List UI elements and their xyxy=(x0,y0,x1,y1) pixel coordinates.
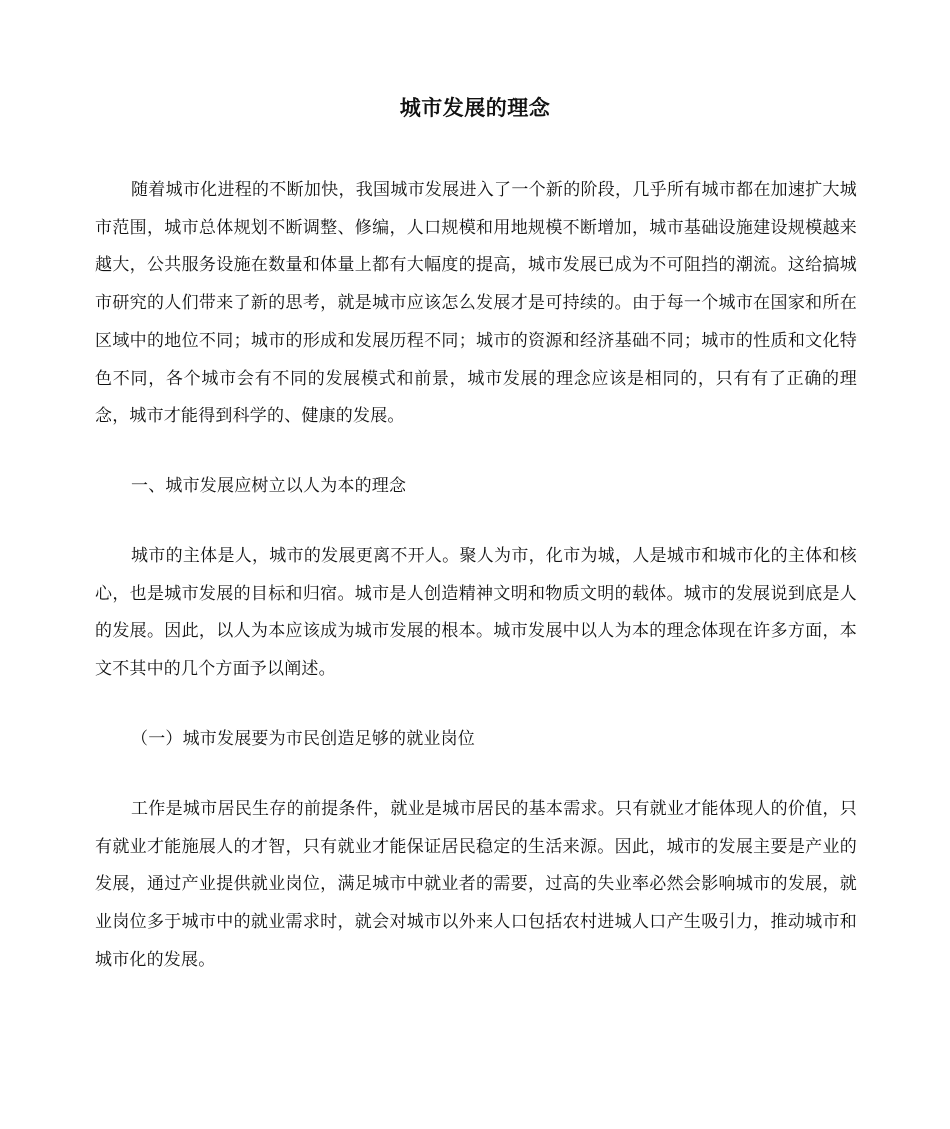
subsection-heading: （一）城市发展要为市民创造足够的就业岗位 xyxy=(131,729,475,749)
section-paragraph: 城市的主体是人，城市的发展更离不开人。聚人为市，化市为城，人是城市和城市化的主体和核心，也是城市发展的目标和归宿。城市是人创造精神文明和物质文明的载体。城市的发展说到底是人的发展。因此，以人为本应该成为城市发展的根本。城市发展中以人为本的理念体现在许多方面，本文不其中的几个方面予以阐述。 xyxy=(95,546,857,680)
page-title: 城市发展的理念 xyxy=(399,96,551,120)
subsection-paragraph: 工作是城市居民生存的前提条件，就业是城市居民的基本需求。只有就业才能体现人的价值，只有就业才能施展人的才智，只有就业才能保证居民稳定的生活来源。因此，城市的发展主要是产业的发展，通过产业提供就业岗位，满足城市中就业者的需要，过高的失业率必然会影响城市的发展，就业岗位多于城市中的就业需求时，就会对城市以外来人口包括农村进城人口产生吸引力，推动城市和城市化的发展。 xyxy=(95,799,857,970)
intro-paragraph: 随着城市化进程的不断加快，我国城市发展进入了一个新的阶段，几乎所有城市都在加速扩大城市范围，城市总体规划不断调整、修编，人口规模和用地规模不断增加，城市基础设施建设规模越来越大，公共服务设施在数量和体量上都有大幅度的提高，城市发展已成为不可阻挡的潮流。这给搞城市研究的人们带来了新的思考，就是城市应该怎么发展才是可持续的。由于每一个城市在国家和所在区域中的地位不同；城市的形成和发展历程不同；城市的资源和经济基础不同；城市的性质和文化特色不同，各个城市会有不同的发展模式和前景，城市发展的理念应该是相同的，只有有了正确的理念，城市才能得到科学的、健康的发展。 xyxy=(95,180,857,427)
section-heading: 一、城市发展应树立以人为本的理念 xyxy=(131,476,407,496)
